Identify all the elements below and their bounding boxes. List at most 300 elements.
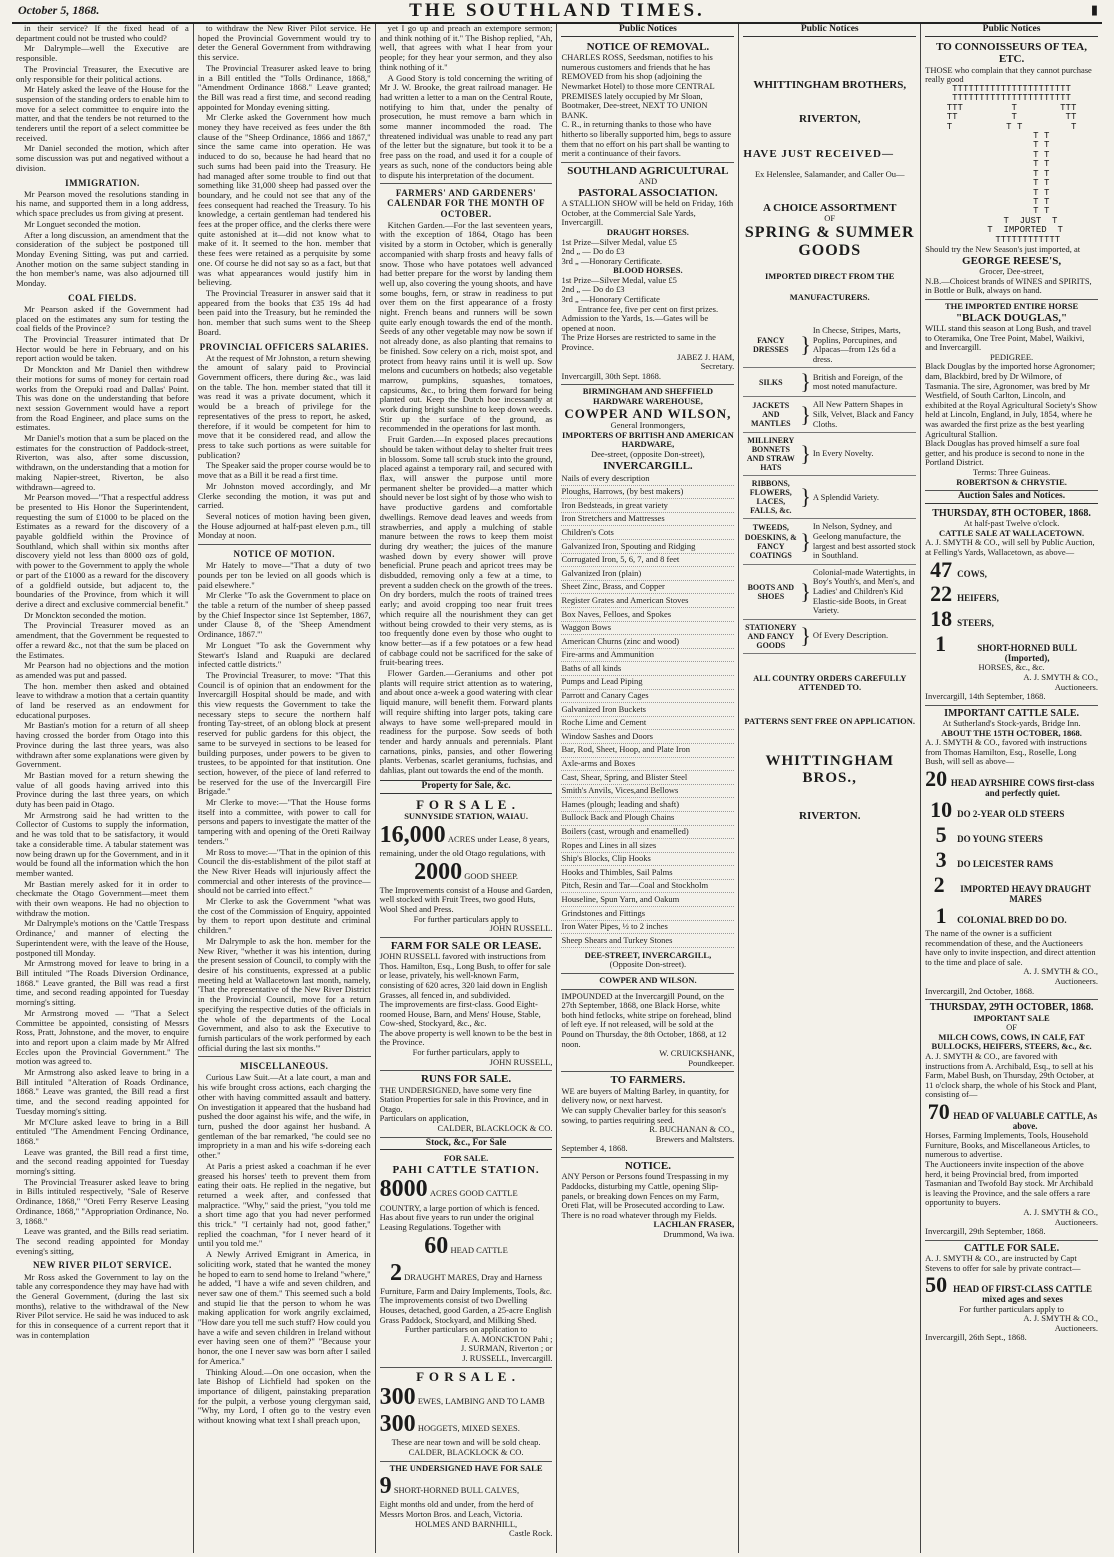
ad-terms: Terms: Three Guineas. xyxy=(972,466,1051,477)
ad-body: THE UNDERSIGNED, have some very fine Station Properties for sale in this Province, and in Otago. xyxy=(379,1084,549,1114)
ad-title: HARDWARE WAREHOUSE, xyxy=(592,396,703,406)
list-item: Iron Stretchers and Mattresses xyxy=(561,513,734,527)
goods-label: STATIONERY AND FANCY GOODS xyxy=(745,622,797,650)
ad-title: CATTLE FOR SALE. xyxy=(963,1242,1060,1254)
lot-desc: HEIFERS, xyxy=(957,593,999,604)
heading-coal-fields: COAL FIELDS. xyxy=(68,292,137,303)
ad-date: September 4, 1868. xyxy=(561,1143,628,1154)
ad-of: OF xyxy=(824,213,836,224)
lot-item xyxy=(925,632,1098,663)
lot-desc: STEERS, xyxy=(957,618,994,629)
list-item: Ship's Blocks, Clip Hooks xyxy=(561,853,734,867)
lot-count: 50 xyxy=(925,1272,948,1298)
paragraph: Kitchen Garden.—For the last seventeen years, with the exception of 1864, Otago has been visited by a storm in October, which is generally accompanied with sharp frosts and heavy falls of snow. Those who have potatoes well advanced had better prepare for the worst by landing them well up, also covering the young shoots, and have some boughs, fern, or straw in readiness to put over them on the first appearance of a frosty night. French beans and runners will be sown quite early enough towards the end of the month. Seeds of any other vegetable may now be sown if not already done, as also planting that remains to be finished. Sow celery on a rich, moist spot, and protect from heavy rains until it is well up. Sow melons and cucumbers on hotbeds; also vegetable marrow, pumpkins, squashes, tomatoes, capsicums, &c., to bring them forward for being planted out. Keep the Dutch hoe incessantly at work during bright sunshine to keep down weeds. Stir up the surface of the ground, as recommended in the operations for last month. xyxy=(379,219,553,434)
list-item: Nails of every description xyxy=(561,472,734,486)
ad-date: Invercargill, 29th September, 1868. xyxy=(925,1226,1046,1237)
col1-paras3 xyxy=(16,305,189,1257)
ad-body: Eight months old and under, from the herd of Messrs Morton Bros. and Leach, Victoria. xyxy=(379,1499,534,1519)
ad-title: CATTLE SALE AT WALLACETOWN. xyxy=(938,527,1085,538)
lot-count: 47 xyxy=(930,556,953,582)
ad-number: 16,000 xyxy=(379,821,446,848)
heading-notice-of-motion: NOTICE OF MOTION. xyxy=(233,549,335,560)
goods-item xyxy=(743,476,916,519)
typographic-line: TTT T TTT xyxy=(946,102,1077,113)
prize-line: 3rd „ —Honorary Certificate xyxy=(561,294,660,305)
paragraph: A Good Story is told concerning the writing of Mr J. W. Brooke, the great railroad manager. He had written a letter to a man on the Central Route, notifying to him that, under the penalty of prosecution, he must remove a barn which in some manner incommoded the road. The threatened individual was unable to read any part of the letter but the signature, but took it to be a free pass on the road, and used it for a couple of years as such, none of the conductors being able to dispute his interpretation of the document. xyxy=(379,72,553,180)
ad-title: PAHI CATTLE STATION. xyxy=(392,1163,540,1176)
goods-item xyxy=(743,397,916,433)
ad-firm: WHITTINGHAM BROS., xyxy=(765,752,894,786)
ad-body: A STALLION SHOW will be held on Friday, 16th October, at the Commercial Sale Yards, Invercargill. xyxy=(561,198,734,228)
list-item: Grindstones and Fittings xyxy=(561,907,734,921)
list-item: Baths of all kinds xyxy=(561,662,734,676)
ad-apply: Further particulars on application to xyxy=(404,1324,528,1335)
tea-typography xyxy=(925,85,1098,245)
ad-pahi-station xyxy=(380,1152,553,1367)
typographic-line: T IMPORTED T xyxy=(960,225,1063,236)
typographic-line: TTTTTTTTTTTT xyxy=(962,234,1061,245)
paragraph: Mr Johnston moved accordingly, and Mr Clerke seconding the motion, it was put and carried. xyxy=(197,480,371,511)
paragraph: Mr Pearson moved the resolutions standing in his name, and supported them in a long address, which space precludes us from giving at present. xyxy=(16,188,189,219)
ad-body: WILL stand this season at Long Bush, and travel to Oteramika, One Tree Point, Mabel, Waikivi, and Invercargill. xyxy=(925,323,1092,353)
divider xyxy=(198,544,371,545)
ad-more: HORSES, &c., &c. xyxy=(978,662,1045,673)
column-3 xyxy=(376,24,558,1553)
column-header: Public Notices xyxy=(925,24,1098,37)
ad-text: HOGGETS, MIXED SEXES. xyxy=(417,1423,520,1434)
list-item: Window Sashes and Doors xyxy=(561,730,734,744)
ad-title: BIRMINGHAM AND SHEFFIELD xyxy=(582,386,714,397)
ad-choice: A CHOICE ASSORTMENT xyxy=(762,201,897,214)
goods-description: In Nelson, Sydney, and Geelong manufacture, the largest and best assorted stock in Southland. xyxy=(812,521,916,561)
ad-body: There is no road whatever through my Fields. xyxy=(561,1209,717,1220)
ad-body: Should try the New Season's just imported, at xyxy=(925,244,1081,255)
ad-role: Secretary. xyxy=(700,361,735,372)
ad-body: ANY Person or Persons found Trespassing in my Paddocks, disturbing my Cattle, opening Slip-panels, or breaking down Fences on my Farm, Oreti Flat, will be Prosecuted according to Law. xyxy=(561,1171,729,1211)
ad-title: TO FARMERS. xyxy=(610,1074,686,1087)
ad-subtitle: General Ironmongers, xyxy=(610,420,686,431)
brace-icon: } xyxy=(800,441,811,467)
ad-date: Invercargill, 30th Sept. 1868. xyxy=(561,370,661,381)
ad-role: Grocer, Dee-street, xyxy=(979,266,1044,277)
ad-patterns: PATTERNS SENT FREE ON APPLICATION. xyxy=(744,715,916,726)
col2-paras4 xyxy=(198,1073,371,1425)
ad-firm: COWPER AND WILSON, xyxy=(564,405,732,421)
ad-title: PASTORAL ASSOCIATION. xyxy=(578,186,718,199)
lot-item xyxy=(925,798,1098,823)
ad-sunnyside-station xyxy=(380,796,553,938)
list-item: Galvanized Iron, Spouting and Ridging xyxy=(561,540,734,554)
ad-cowper-wilson-sig xyxy=(561,974,734,990)
paragraph: At Paris a priest asked a coachman if he ever greased his horses' teeth to prevent them from eating their oats. He replied in the negative, but returned a week after, and confessed that malpractice. "Why," said the priest, "you told me a short time ago that you had never performed this trick." "I certainly had not, good father," replied the coachman, "for I never heard of it until you told me." xyxy=(197,1160,371,1249)
ad-body: N.B.—Choicest brands of WINES and SPIRITS, in Bottle or Bulk, always on hand. xyxy=(925,275,1092,296)
lot-desc: HEAD OF VALUABLE CATTLE, As above. xyxy=(953,1110,1098,1132)
ad-manufacturers: MANUFACTURERS. xyxy=(789,292,870,303)
ad-body: Admission to the Yards, 1s.—Gates will be opened at noon. xyxy=(561,313,709,333)
ad-date: Invercargill, 26th Sept., 1868. xyxy=(925,1332,1027,1343)
lot-item xyxy=(925,607,1098,632)
paragraph: Mr Bastian merely asked for it in order to checkmate the Otago Government—meet them with their own weapons. He had no objection to withdraw the motion. xyxy=(16,878,189,918)
ad-signature: F. A. MONCKTON Pahi ; xyxy=(463,1333,553,1344)
list-item: Hames (plough; leading and shaft) xyxy=(561,798,734,812)
ad-of: OF xyxy=(1006,1022,1017,1033)
paragraph: Mr Longuet seconded the motion. xyxy=(24,218,141,229)
list-item: American Churns (zinc and wood) xyxy=(561,635,734,649)
goods-label: TWEEDS, DOESKINS, & FANCY COATINGS xyxy=(744,523,797,560)
paragraph: The Provincial Treasurer intimated that Dr Hector would be here in February, and on his report action would be taken. xyxy=(16,334,189,364)
ad-title: NOTICE OF REMOVAL. xyxy=(586,40,710,53)
goods-item xyxy=(743,565,916,620)
ad-date: Invercargill, 2nd October, 1868. xyxy=(925,985,1035,996)
prize-line: 1st Prize—Silver Medal, value £5 xyxy=(561,274,677,285)
ad-subtitle: HARDWARE, xyxy=(621,439,675,450)
typographic-line: T T xyxy=(973,149,1050,160)
list-item: Galvanized Iron (plain) xyxy=(561,567,734,581)
paragraph: Mr Pearson had no objections and the motion as amended was put and passed. xyxy=(16,660,189,680)
typographic-line: TTTTTTTTTTTTTTTTTTTTTT xyxy=(952,93,1071,104)
col2-paras xyxy=(198,24,371,338)
list-item: Boilers (cast, wrough and enamelled) xyxy=(561,826,734,840)
ad-title: F O R S A L E . xyxy=(416,796,516,812)
lot-desc: HEAD OF FIRST-CLASS CATTLE mixed ages and sexes xyxy=(953,1284,1093,1305)
typographic-line: TTTTTTTTTTTTTTTTTTTTTT xyxy=(952,83,1071,94)
list-item: Iron Water Pipes, ½ to 2 inches xyxy=(561,921,734,935)
list-item: Children's Cots xyxy=(561,526,734,540)
lot-count: 70 xyxy=(927,1098,950,1124)
paragraph: Fruit Garden.—In exposed places precautions should be taken without delay to shelter fruit trees in blossom. Some tall scrub stuck into the ground, placed against a temporary rail, and secured with flax, will answer the purpose until more permanent shelter be provided—a matter which should never be lost sight of by those who wish to have productive gardens and comfortable dwellings. Remove dead leaves and weeds from strawberries, and apply a mulching of stable manure between the rows to keep them moist during dry weather; the juices of the manure washed down by every shower will prove beneficial. Prune peach and apricot trees may be disbudded, removing only a few at a time, to prevent a sudden check on the growth of the trees. On dry borders, mulch the roots of trained trees early; and avoid cropping too near fruit trees which require all the nourishment they can get without being crowded to their very stems, as is too frequently done even by those who ought to know better—as if a few potatoes or a few head of cabbage could not be sacrificed for the sake of fruit-bearing trees. xyxy=(379,434,553,668)
ad-address: DEE-STREET, INVERCARGILL, xyxy=(584,949,712,960)
typographic-line: T T xyxy=(973,206,1050,217)
paragraph: A Newly Arrived Emigrant in America, in soliciting work, stated that he wanted the money he hoped to earn to send home to Ireland "where," he added, "I have a wife and seven children, and never saw one of them." This seemed such a bold and stupid lie that the person to whom he was making application for work angrily exclaimed, "How dare you tell me such stuff? How could you have a wife and seven children in Ireland without ever having seen one of them?" "Because your honor, the one I never saw was born after I sailed for America." xyxy=(197,1249,371,1366)
ad-place: Castle Rock. xyxy=(509,1528,553,1539)
ad-address: (Opposite Don-street). xyxy=(609,959,687,970)
ad-body: The improvements consist of two Dwelling Houses, detached, good Garden, a 25-acre English Grass Paddock, Stockyard, and Milking Shed. xyxy=(379,1295,552,1325)
ad-signature: A. J. SMYTH & CO., xyxy=(1023,966,1098,977)
heading-immigration: IMMIGRATION. xyxy=(65,177,140,188)
ad-text: SHORT-HORNED BULL CALVES, xyxy=(393,1485,520,1496)
ad-body: IMPOUNDED at the Invercargill Pound, on the 27th September, 1868, one Black Horse, white both hind fetlocks, white stripe on forehead, blind of left eye. If not released, will be sold at the Pound on Thursday, the 8th October, 1868, at 12 noon. xyxy=(561,990,732,1049)
ad-title: FARM FOR SALE OR LEASE. xyxy=(390,939,542,952)
ad-number: 9 xyxy=(379,1473,392,1500)
lot-item xyxy=(925,904,1098,929)
issue-date: October 5, 1868. xyxy=(18,3,100,17)
ad-number: 8000 xyxy=(379,1176,428,1203)
ad-hardware-warehouse xyxy=(561,385,734,974)
heading-property-for-sale: Property for Sale, &c. xyxy=(380,780,553,794)
list-item: Box Naves, Felloes, and Spokes xyxy=(561,608,734,622)
ad-title: IMPORTANT SALE xyxy=(973,1012,1050,1023)
paragraph: Mr Bastian moved for a return shewing the value of all goods having arrived into this Province during the last three years, on which duty has been paid in Otago. xyxy=(16,769,189,810)
ad-body: The name of the owner is a sufficient recommendation of these, and the Auctioneers have only to invite inspection, and direct attention to the time and place of sale. xyxy=(925,928,1096,967)
heading-stock-for-sale: Stock, &c., For Sale xyxy=(380,1138,553,1151)
lot-count: 10 xyxy=(930,797,953,823)
list-item: Bullock Back and Plough Chains xyxy=(561,812,734,826)
ad-title: THE UNDERSIGNED HAVE FOR SALE xyxy=(389,1462,543,1473)
paragraph: Mr Armstrong moved for leave to bring in a Bill intituled "The Roads Diversion Ordinance, 1868." Leave granted, the Bill was read a first time, and second reading appointed for Tuesday morning's sitting. xyxy=(16,958,189,1008)
brace-icon: } xyxy=(800,401,811,427)
list-item: Fire-arms and Ammunition xyxy=(561,649,734,663)
ad-role: Brewers and Maltsters. xyxy=(655,1133,735,1144)
lot-desc: DO YOUNG STEERS xyxy=(957,834,1043,845)
ad-apply: Particulars on application, xyxy=(379,1113,469,1124)
paragraph: Mr M'Clure asked leave to bring in a Bill entituled "The Amendment Fencing Ordinance, 1868." xyxy=(16,1116,189,1146)
paragraph: Dr Monckton and Mr Daniel then withdrew their motions for sums of money for certain road works from the Orepuki road and Dallas' Point. This was done on the understanding that before next session Government would have a report from the Road Engineer, and place sums on the estimates. xyxy=(16,364,189,433)
list-item: Roche Lime and Cement xyxy=(561,717,734,731)
ad-wallacetown-sale xyxy=(925,506,1098,706)
lot-desc: COWS, xyxy=(957,568,987,579)
column-5 xyxy=(739,24,921,1553)
ad-body: A. J. SMYTH & CO., are favored with instructions from A. Archibald, Esq., to sell at his Farm, Mabel Bush, on Thursday, 29th October, at 11 o'clock sharp, the whole of his Stock and Plant, consisting of— xyxy=(925,1050,1097,1100)
ad-town: INVERCARGILL. xyxy=(603,459,693,472)
paragraph: Mr Hately to move—"That a duty of two pounds per ton be levied on all goods which is paid elsewhere." xyxy=(197,560,371,590)
paragraph: Mr Ross asked the Government to lay on the table any correspondence they may have had with the General Government, (during the last six months), relative to the withdrawal of the New River Pilot service. He said he was induced to ask for this in consequence of a current report that it was in contemplation xyxy=(16,1271,189,1340)
ad-text: GOOD SHEEP. xyxy=(464,870,519,881)
paragraph: Mr Daniel's motion that a sum be placed on the estimates for the construction of Paddock-street, Riverton, was also, after some discussion, withdrawn, on the understanding that a motion for making Napier-street, Riverton, be also withdrawn—agreed to. xyxy=(16,433,189,492)
ad-title: F O R S A L E . xyxy=(416,1368,516,1384)
lot-desc: SHORT-HORNED BULL (Imported), xyxy=(977,643,1077,664)
ad-subhead: BLOOD HORSES. xyxy=(613,265,683,276)
paragraph: Mr Bastian's motion for a return of all sheep having crossed the border from Otago into this Province during the last three years, was also withdrawn after some explanations were given by Government. xyxy=(16,720,189,770)
paragraph: The Provincial Treasurer moved as an amendment, that the Government be requested to offer a reward &c., not that the sum be placed on the Estimates. xyxy=(16,620,189,660)
ad-title: NOTICE. xyxy=(624,1159,671,1172)
paragraph: Several notices of motion having been given, the House adjourned at half-past eleven p.m., till Monday at noon. xyxy=(197,510,371,541)
ad-signature: CALDER, BLACKLOCK & CO. xyxy=(408,1447,524,1458)
ad-body: Black Douglas by the imported horse Agronomer; dam, Blackbird, bred by Dr Wilmore, of Tasmania. The sire, Agronomer, was bred by Mr Westfield, of South Carlton, Lincoln, and exhibited at the Royal Agricultural Society's Show held at Lincoln, England, in July, 1854, where he was awarded the first prize as the best yearling Agricultural Stallion. xyxy=(925,361,1098,439)
ad-imported: IMPORTED DIRECT FROM THE xyxy=(764,270,895,281)
paragraph: Mr Dalrymple—well the Executive are responsible. xyxy=(16,43,189,64)
typographic-line: T T xyxy=(973,159,1050,170)
lot-count: 22 xyxy=(930,581,953,607)
heading-miscellaneous: MISCELLANEOUS. xyxy=(240,1061,329,1072)
ad-subhead: PEDIGREE. xyxy=(989,351,1034,362)
goods-description: Colonial-made Watertights, in Boy's Youth's, and Men's, and Ladies' and Children's Kid Elastic-side Boots, in Great Variety. xyxy=(812,566,916,616)
typographic-line: T T xyxy=(973,140,1050,151)
paragraph: The Speaker said the proper course would be to move that as a Bill it be read a first time. xyxy=(197,460,371,481)
paragraph: Mr Dalrymple's motions on the 'Cattle Trespass Ordinance,' and manner of electing the Superintendent were, with the leave of the House, postponed till Monday. xyxy=(16,918,189,958)
goods-item xyxy=(743,519,916,564)
lot-item xyxy=(925,767,1098,798)
ad-impounded xyxy=(561,990,734,1073)
goods-description: British and Foreign, of the most noted manufacture. xyxy=(812,371,903,392)
column-6 xyxy=(921,24,1102,1553)
paragraph: Leave was granted, and the Bills read seriatim. The second reading appointed for Monday evening's sitting, xyxy=(16,1226,189,1256)
goods-description: A Splendid Variety. xyxy=(812,491,879,502)
ad-body: A. J. SMYTH & CO., will sell by Public Auction, at Felling's Yards, Wallacetown, as above— xyxy=(925,537,1095,557)
lot-count: 18 xyxy=(930,606,953,632)
paragraph: Mr Daniel seconded the motion, which after some discussion was put and negatived without a division. xyxy=(16,143,189,173)
typographic-line: T T xyxy=(973,130,1050,141)
lot-desc: HEAD AYRSHIRE COWS first-class and perfectly quiet. xyxy=(950,778,1095,799)
ad-role: Auctioneers. xyxy=(1054,1322,1098,1333)
list-item: Bar, Rod, Sheet, Hoop, and Plate Iron xyxy=(561,744,734,758)
ad-body: Black Douglas has proved himself a sure foal getter, and his produce is second to none in the Portland District. xyxy=(925,438,1085,468)
paragraph: in their service? If the fixed head of a department could not be trusted who could? xyxy=(16,24,189,43)
ad-body: THOSE who complain that they cannot purchase really good xyxy=(925,64,1092,85)
lot-count: 2 xyxy=(933,871,945,897)
lot-count: 1 xyxy=(935,631,947,657)
lot-count: 1 xyxy=(935,903,947,929)
ad-agricultural-association xyxy=(561,163,734,386)
ad-important-cattle-sale xyxy=(925,706,1098,1000)
masthead xyxy=(12,0,1102,24)
ad-number: 300 xyxy=(379,1411,416,1438)
ad-trespass-notice xyxy=(561,1158,734,1243)
ad-time: At half-past Twelve o'clock. xyxy=(963,518,1060,529)
goods-item xyxy=(743,620,916,654)
goods-label: SILKS xyxy=(759,377,783,387)
ad-text: EWES, LAMBING AND TO LAMB xyxy=(417,1396,545,1407)
ad-number: 2000 xyxy=(414,858,463,885)
ad-firm: WHITTINGHAM BROTHERS, xyxy=(753,78,907,91)
col1-paras2 xyxy=(16,190,189,289)
heading-pilot-service: NEW RIVER PILOT SERVICE. xyxy=(32,1260,172,1271)
paragraph: Mr Clerke "To ask the Government to place on the table a return of the number of sheep passed by the Chief Inspector since 1st September, 1867, under Clause 8, of the 'Sheep Amendment Ordinance, 1867.'" xyxy=(197,590,371,640)
ad-text: HEAD CATTLE xyxy=(450,1244,508,1255)
paragraph: The Provincial Treasurer, the Executive are only responsible for their political actions. xyxy=(16,63,189,84)
list-item: Hooks and Thimbles, Sail Palms xyxy=(561,866,734,880)
prize-line: 2nd „ — Do do £3 xyxy=(561,246,625,257)
ad-subhead: DRAUGHT HORSES. xyxy=(606,226,689,237)
ad-apply: For further particulars, apply to xyxy=(412,1047,520,1058)
list-item: Iron Bedsteads, in great variety xyxy=(561,499,734,513)
ad-signature: LACHLAN FRASER, xyxy=(653,1219,735,1230)
goods-description: In Every Novelty. xyxy=(812,448,874,459)
ad-body: JOHN RUSSELL favored with instructions from Thos. Hamilton, Esq., Long Bush, to offer for sale or lease, privately, his well-known Farm, consisting of 620 acres, 320 laid down in English Grasses, all fenced in, and subdivided. xyxy=(379,951,551,1000)
heading-auction-sales: Auction Sales and Notices. xyxy=(925,491,1098,504)
lot-item xyxy=(925,558,1098,583)
ad-signature: A. J. SMYTH & CO., xyxy=(1023,1206,1098,1217)
paragraph: yet I go up and preach an extempore sermon; and think nothing of it." The Bishop replied, "Ah, well, that agrees with what I hear from your people; for they hear your sermon, and they also think nothing of it." xyxy=(379,24,553,72)
paragraph: Mr Pearson asked if the Government had placed on the estimates any sum for testing the coal fields of the Province? xyxy=(16,303,189,334)
brace-icon: } xyxy=(800,578,811,604)
lot-item xyxy=(925,823,1098,848)
lot-count: 3 xyxy=(935,847,947,873)
lot-item xyxy=(925,582,1098,607)
ad-goods: SPRING & SUMMER GOODS xyxy=(744,223,915,259)
newspaper-title: THE SOUTHLAND TIMES. xyxy=(409,0,705,21)
column-header: Public Notices xyxy=(561,24,734,37)
lot-list xyxy=(925,558,1098,664)
ad-role: Poundkeeper. xyxy=(688,1057,735,1068)
list-item: Cast, Shear, Spring, and Blister Steel xyxy=(561,771,734,785)
paragraph: Dr Monckton seconded the motion. xyxy=(24,609,146,620)
ad-signature: JABEZ J. HAM, xyxy=(677,351,735,362)
divider xyxy=(198,1056,371,1057)
paragraph: The Provincial Treasurer in answer said that it appeared from the books that £35 19s 4d had been paid into the Treasury, but he reminded the hon. member that such sums went to the Sheep Board. xyxy=(197,287,371,337)
ad-signature: J. SURMAN, Riverton ; or xyxy=(460,1343,553,1354)
lot-count: 20 xyxy=(925,766,948,792)
paragraph: Mr Hately asked the leave of the House for the suspension of the standing orders to enable him to move for a select committee to enquire into the matter, and that the tenders be not returned to the tenderers until the report of a select committee be received. xyxy=(16,84,189,143)
ad-notice-of-removal xyxy=(561,39,734,163)
ad-to-farmers xyxy=(561,1072,734,1158)
typographic-line: T T xyxy=(973,197,1050,208)
typographic-line: T T xyxy=(973,168,1050,179)
list-item: Ropes and Lines in all sizes xyxy=(561,839,734,853)
goods-description: All New Pattern Shapes in Silk, Velvet, Black and Fancy Cloths. xyxy=(812,399,914,429)
ad-text: DRAUGHT MARES, Dray and Harness xyxy=(404,1271,543,1282)
lot-desc: DO 2-YEAR OLD STEERS xyxy=(957,809,1065,820)
ad-whittingham xyxy=(743,39,916,826)
prize-line: 1st Prize—Silver Medal, value £5 xyxy=(561,236,677,247)
lot-desc: DO LEICESTER RAMS xyxy=(957,859,1054,870)
ad-body: Horses, Farming Implements, Tools, Household Furniture, Books, and Miscellaneous Articles, to numerous to advertise. xyxy=(925,1130,1090,1160)
ad-date-head: THURSDAY, 8TH OCTOBER, 1868. xyxy=(932,507,1091,519)
ad-apply: For further particulars apply to xyxy=(959,1303,1064,1314)
ad-number: 300 xyxy=(379,1384,416,1411)
ad-runs-for-sale xyxy=(380,1071,553,1137)
ad-text: Furniture, Farm and Dairy Implements, Tools, &c. xyxy=(380,1285,552,1296)
list-item: Pitch, Resin and Tar—Coal and Stockholm xyxy=(561,880,734,894)
paragraph: Leave was granted, the Bill read a first time, and the second reading appointed for Tuesday morning's sitting. xyxy=(16,1146,189,1177)
ad-date: Invercargill, 14th September, 1868. xyxy=(925,691,1046,702)
ad-title: RUNS FOR SALE. xyxy=(420,1073,512,1086)
ad-body: A. J. SMYTH & CO., favored with instructions from Thomas Hamilton, Esq., Roselle, Long Bush, will sell as above— xyxy=(925,737,1087,767)
paragraph: Mr Clerke asked the Government how much money they have received as fees under the 8th clause of the "Sheep Ordinance, 1866 and 1867," since the same came into operation. He was induced to do so, because he had heard that no such sums had been paid into the Treasury. He had managed after some trouble to find out that something like 31,000 sheep had passed over the boundary, and he could not see that any of the fees consequent had reached the Treasury. To his knowledge, a certain gentleman had tendered his fees at the proper office, and the clerks there were quite astonished at it—did not know what to make of it. It seemed to the hon. member that these fees were retained as a perquisite by some one. Of course he did not say so as a fact, but that was what appearances would justify him in believing. xyxy=(197,112,371,288)
ad-and: AND xyxy=(638,176,658,187)
paragraph: The Provincial Treasurer, to move: "That this Council is of opinion that an endowment for the Invercargill Hospital should be made, and with this view requests the Government to take the necessary steps to secure the northern half fronting Tay-street, of an oblong block at present reserved for public gardens for this object, the same to be surveyed in sections to be leased for building purposes, under powers to be given to trustees, to be appointed for that institution. One section, however, of the piece of land referred to be reserved for the use of the Invercargill Fire Brigade." xyxy=(197,669,371,797)
ad-signature: HOLMES AND BARNHILL, xyxy=(414,1518,518,1529)
ad-text: ACRES GOOD CATTLE COUNTRY, a large portion of which is fenced. Has about five years to run under the original Leasing Regulations. Together with xyxy=(379,1188,540,1232)
ad-signature: JOHN RUSSELL. xyxy=(489,923,553,934)
col3-paras xyxy=(380,24,553,180)
paragraph: Flower Garden.—Geraniums and other pot plants will require strict attention as to watering, and about once a-week a good watering with clear liquid manure, will benefit them. Forward plants will require shifting into larger pots, taking care always to have some well-prepared mould in readiness for the purpose. Sow seeds of both tender and hardy annuals and perennials. Plant carnations, pinks, pansies, and other flowering plants. Verbenas, scarlet geraniums, fuchsias, and dahlias, plant out towards the end of the month. xyxy=(379,668,553,776)
ad-subtitle: SUNNYSIDE STATION, WAIAU. xyxy=(404,811,528,822)
ad-black-douglas xyxy=(925,300,1098,491)
ad-role: Auctioneers. xyxy=(1054,976,1098,987)
typographic-line: T T xyxy=(973,178,1050,189)
ad-signature: CALDER, BLACKLOCK & CO. xyxy=(437,1123,553,1134)
ad-for-sale: FOR SALE. xyxy=(443,1153,489,1164)
list-item: Ploughs, Harrows, (by best makers) xyxy=(561,486,734,500)
paragraph: Mr Armstrong also asked leave to bring in a Bill intituled "Alteration of Roads Ordinance, 1868." Leave was granted, the Bill read a first time, and the second reading appointed for Tuesday morning's sitting. xyxy=(16,1067,189,1116)
ad-connoisseurs-tea xyxy=(925,39,1098,300)
ad-signature: JOHN RUSSELL, xyxy=(489,1056,553,1067)
brace-icon: } xyxy=(800,623,811,649)
ad-text: ACRES under Lease, 8 years, remaining, under the old Otago regulations, with xyxy=(379,833,550,858)
ad-role: Auctioneers. xyxy=(1054,681,1098,692)
ad-name: GEORGE REESE'S, xyxy=(962,254,1062,267)
ad-subtitle: IMPORTERS OF BRITISH AND AMERICAN xyxy=(562,429,734,440)
goods-list xyxy=(743,323,916,654)
typographic-line: T T T T xyxy=(946,121,1077,132)
paragraph: The hon. member then asked and obtained leave to withdraw a motion that a certain quantity of land be reserved as an endowment for educational purposes. xyxy=(16,680,189,720)
paragraph: Mr Clerke to move:—"That the House forms itself into a committee, with power to call for persons and papers to investigate the matter of the tampering with and opening of the Oreti Railway tenders." xyxy=(197,797,371,846)
ad-received: HAVE JUST RECEIVED— xyxy=(743,147,894,160)
lot-list xyxy=(925,767,1098,929)
goods-label: FANCY DRESSES xyxy=(753,336,789,355)
ad-signature: A. J. SMYTH & CO., xyxy=(1023,1313,1098,1324)
lot-count: 5 xyxy=(935,822,947,848)
ad-signature: W. CRUICKSHANK, xyxy=(659,1048,735,1059)
page-marker-icon: ▮ xyxy=(1090,2,1098,17)
ad-title: TO CONNOISSEURS OF TEA, ETC. xyxy=(936,40,1087,66)
paragraph: At the request of Mr Johnston, a return shewing the amount of salary paid to Provincial Government officers, there during &c., was laid on the table. The hon. member stated that till it was read it was a private document, which it would be a breach of privilege for the representatives of the press to report, he asked, therefore, if it would be competent for him to move that it be considered read, and allow the press to take such portions as were suitable for publication? xyxy=(197,352,371,460)
list-item: Sheep Shears and Turkey Stones xyxy=(561,934,734,948)
typographic-line: T JUST T xyxy=(965,215,1058,226)
ad-subtitle: MILCH COWS, COWS, IN CALF, FAT xyxy=(938,1031,1085,1042)
ad-ships: Ex Helenslee, Salamander, and Caller Ou— xyxy=(754,169,905,179)
column-2 xyxy=(194,24,376,1553)
lot-item xyxy=(925,873,1098,904)
prize-line: 2nd „ — Do do £3 xyxy=(561,284,625,295)
list-item: Waggon Bows xyxy=(561,622,734,636)
col3-paras2 xyxy=(380,221,553,776)
ad-body: These are near town and will be sold cheap. xyxy=(391,1437,541,1448)
paragraph: Mr Longuet "To ask the Government why Stewart's Island and Ruapuki are declared infected cattle districts." xyxy=(197,639,371,670)
columns xyxy=(12,24,1102,1553)
goods-item xyxy=(743,368,916,397)
lot-item xyxy=(925,848,1098,873)
